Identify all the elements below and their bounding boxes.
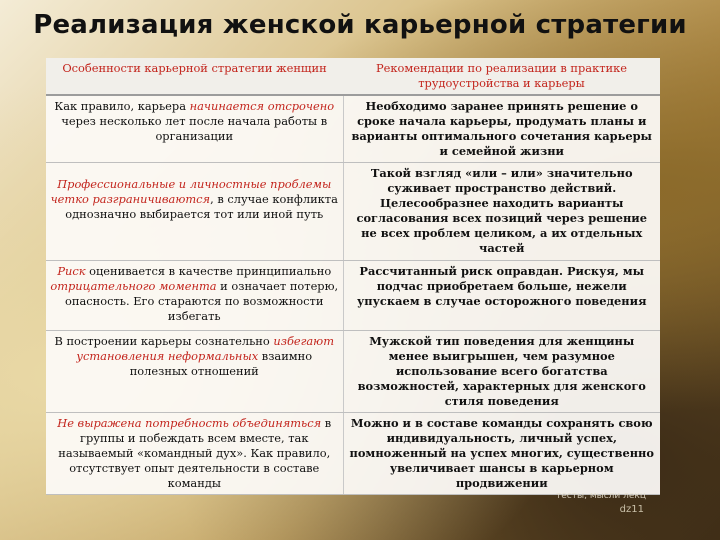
column-header-features: Особенности карьерной стратегии женщин <box>46 58 343 95</box>
feature-text: и означает потерю, опасность. Его стараются по возможности избегать <box>65 279 339 323</box>
page-number: dz11 <box>619 504 644 515</box>
feature-cell <box>46 261 343 331</box>
feature-cell <box>46 331 343 413</box>
feature-highlight: избегают установления неформальных <box>76 334 335 363</box>
slide-title: Реализация женской карьерной стратегии <box>33 10 687 40</box>
recommendation-cell: Такой взгляд «или – или» значительно суживает пространство действий. Целесообразнее находить варианты согласования всех позиций через решение не всех проблем целиком, а их отдельных частей <box>343 163 660 261</box>
feature-text: Как правило, карьера <box>54 99 190 113</box>
strategy-table <box>46 58 660 495</box>
feature-cell <box>46 95 343 163</box>
table-header-row <box>46 58 660 95</box>
feature-cell <box>46 413 343 495</box>
table-row <box>46 95 660 163</box>
feature-highlight: начинается отсрочено <box>189 99 335 113</box>
feature-text: В построении карьеры сознательно <box>54 334 274 348</box>
feature-text: через несколько лет после начала работы в организации <box>61 114 328 143</box>
recommendation-cell: Можно и в составе команды сохранять свою индивидуальность, личный успех, помноженный на успех многих, существенно увеличивает шансы в карьерном продвижении <box>343 413 660 495</box>
recommendation-cell: Рассчитанный риск оправдан. Рискуя, мы подчас приобретаем больше, нежели упускаем в случае осторожного поведения <box>343 261 660 331</box>
feature-text: оценивается в качестве принципиально <box>85 264 332 278</box>
feature-text: в группы и побеждать всем вместе, так называемый «командный дух». Как правило, отсутствует опыт деятельности в составе команды <box>58 416 332 490</box>
feature-highlight: Не выражена потребность объединяться <box>57 416 322 430</box>
feature-cell <box>46 163 343 261</box>
table-row <box>46 331 660 413</box>
feature-text: взаимно полезных отношений <box>129 349 313 378</box>
feature-highlight: Риск <box>57 264 86 278</box>
feature-highlight: Профессиональные и личностные проблемы четко разграничиваются <box>50 177 332 206</box>
feature-highlight: отрицательного момента <box>50 279 217 293</box>
watermark-text: тесты, мысли лекц <box>556 491 646 501</box>
recommendation-cell: Необходимо заранее принять решение о сроке начала карьеры, продумать планы и варианты оптимального сочетания карьеры и семейной жизни <box>343 95 660 163</box>
table-row <box>46 163 660 261</box>
table-row <box>46 261 660 331</box>
table-row <box>46 413 660 495</box>
feature-text: , в случае конфликта однозначно выбирается тот или иной путь <box>65 192 338 221</box>
recommendation-cell: Мужской тип поведения для женщины менее выигрышен, чем разумное использование всего богатства возможностей, характерных для женского стиля поведения <box>343 331 660 413</box>
column-header-recommendations: Рекомендации по реализации в практике трудоустройства и карьеры <box>343 58 660 95</box>
